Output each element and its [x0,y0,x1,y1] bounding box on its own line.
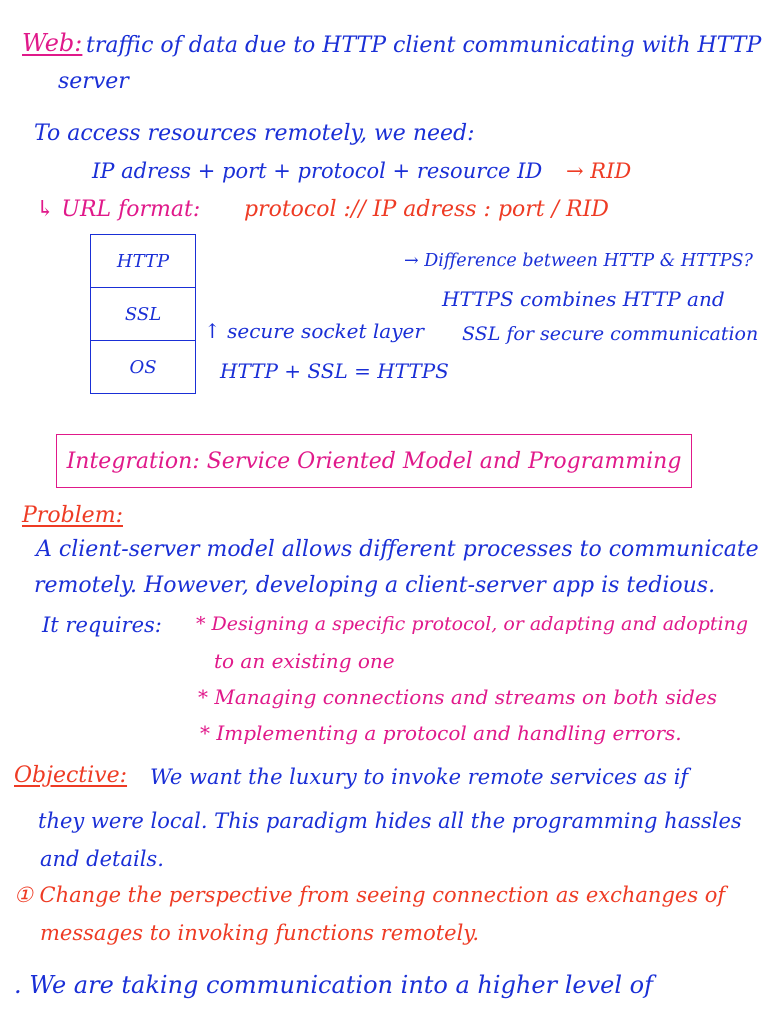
stack-layer-http: HTTP [91,235,195,288]
stack-layer-os: OS [129,357,157,378]
url-format-label: ↳ URL format: [36,197,201,222]
objective-heading: Objective: [14,763,128,788]
difference-answer-line2: SSL for secure communication [462,323,759,345]
access-formula: IP adress + port + protocol + resource ID [92,159,543,183]
objective-line2: they were local. This paradigm hides all the programming hassles [38,809,742,833]
https-equation: HTTP + SSL = HTTPS [220,359,449,383]
web-heading: Web: [22,29,83,57]
access-intro: To access resources remotely, we need: [34,121,475,146]
web-definition-line2: server [58,69,129,94]
objective-line3: and details. [40,847,164,871]
problem-line1: A client-server model allows different processes to communicate [36,537,759,562]
requirement-1-line1: * Designing a specific protocol, or adapting and adopting [196,613,749,635]
problem-heading: Problem: [22,503,123,528]
point-1-line2: messages to invoking functions remotely. [40,921,480,945]
problem-line2: remotely. However, developing a client-server app is tedious. [34,573,716,598]
access-formula-rid: → RID [566,159,632,183]
requires-label: It requires: [42,613,162,637]
topic-title: Integration: Service Oriented Model and Programming [66,448,682,474]
bottom-line: . We are taking communication into a higher level of [14,971,653,999]
stack-layer-ssl: SSL [91,288,195,341]
requirement-1-line2: to an existing one [214,649,395,673]
topic-title-box [56,434,692,488]
protocol-stack [90,234,196,394]
web-definition-line1: traffic of data due to HTTP client communicating with HTTP [86,33,762,58]
point-1-line1: ① Change the perspective from seeing connection as exchanges of [14,883,726,907]
requirement-2: * Managing connections and streams on both sides [198,685,717,709]
requirement-3: * Implementing a protocol and handling errors. [200,721,682,745]
difference-question: → Difference between HTTP & HTTPS? [404,251,753,271]
url-format-value: protocol :// IP adress : port / RID [244,197,609,222]
objective-line1: We want the luxury to invoke remote services as if [150,765,689,789]
difference-answer-line1: HTTPS combines HTTP and [442,287,725,311]
ssl-note: ↑ secure socket layer [204,319,424,343]
